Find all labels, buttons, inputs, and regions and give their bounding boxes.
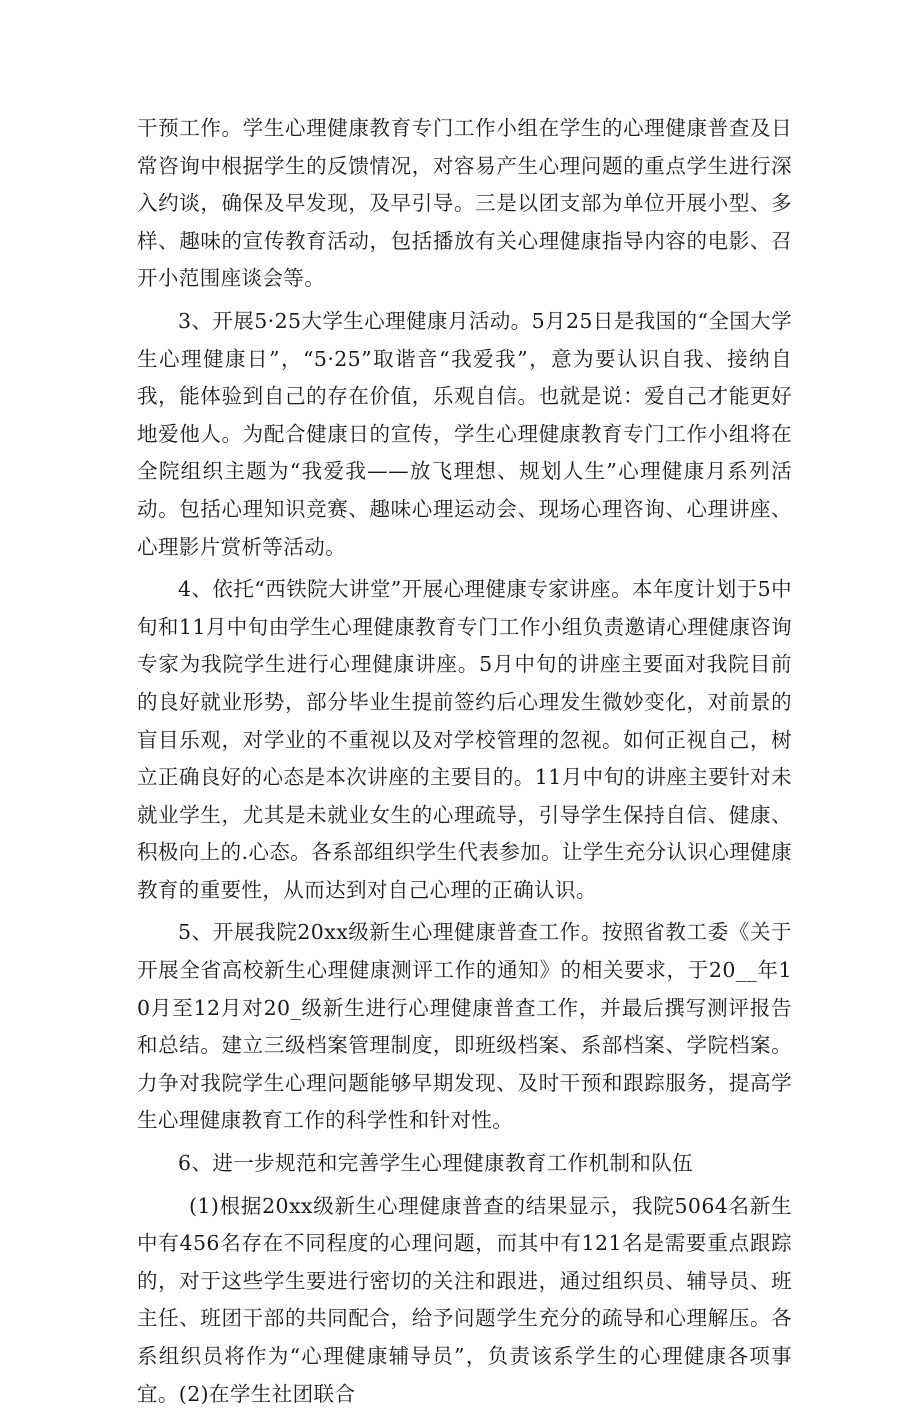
paragraph-item-3: 3、开展5·25大学生心理健康月活动。5月25日是我国的“全国大学生心理健康日”，“5·25”取谐音“我爱我”，意为要认识自我、接纳自我，能体验到自己的存在价值，乐观自信。也就是说：爱自己才能更好地爱他人。为配合健康日的宣传，学生心理健康教育专门工作小组将在全院组织主题为“我爱我——放飞理想、规划人生”心理健康月系列活动。包括心理知识竞赛、趣味心理运动会、现场心理咨询、心理讲座、心理影片赏析等活动。 — [137, 308, 792, 559]
paragraph-item-4: 4、依托“西铁院大讲堂”开展心理健康专家讲座。本年度计划于5中旬和11月中旬由学生心理健康教育专门工作小组负责邀请心理健康咨询专家为我院学生进行心理健康讲座。5月中旬的讲座主要面对我院目前的良好就业形势，部分毕业生提前签约后心理发生微妙变化，对前景的盲目乐观，对学业的不重视以及对学校管理的忽视。如何正视自己，树立正确良好的心态是本次讲座的主要目的。11月中旬的讲座主要针对未就业学生，尤其是未就业女生的心理疏导，引导学生保持自信、健康、积极向上的.心态。各系部组织学生代表参加。让学生充分认识心理健康教育的重要性，从而达到对自己心理的正确认识。 — [137, 577, 792, 902]
paragraph-item-6-detail: (1)根据20xx级新生心理健康普查的结果显示，我院5064名新生中有456名存在不同程度的心理问题，而其中有121名是需要重点跟踪的，对于这些学生要进行密切的关注和跟进，通过组织员、辅导员、班主任、班团干部的共同配合，给予问题学生充分的疏导和心理解压。各系组织员将作为“心理健康辅导员”，负责该系学生的心理健康各项事宜。(2)在学生社团联合 — [137, 1193, 792, 1406]
paragraph-intervention: 干预工作。学生心理健康教育专门工作小组在学生的心理健康普查及日常咨询中根据学生的反馈情况，对容易产生心理问题的重点学生进行深入约谈，确保及早发现，及早引导。三是以团支部为单位开展小型、多样、趣味的宣传教育活动，包括播放有关心理健康指导内容的电影、召开小范围座谈会等。 — [137, 116, 792, 291]
paragraph-item-5: 5、开展我院20xx级新生心理健康普查工作。按照省教工委《关于开展全省高校新生心理健康测评工作的通知》的相关要求，于20__年10月至12月对20_级新生进行心理健康普查工作，并最后撰写测评报告和总结。建立三级档案管理制度，即班级档案、系部档案、学院档案。力争对我院学生心理问题能够早期发现、及时干预和跟踪服务，提高学生心理健康教育工作的科学性和针对性。 — [137, 920, 792, 1133]
paragraph-item-6-heading: 6、进一步规范和完善学生心理健康教育工作机制和队伍 — [178, 1151, 694, 1176]
